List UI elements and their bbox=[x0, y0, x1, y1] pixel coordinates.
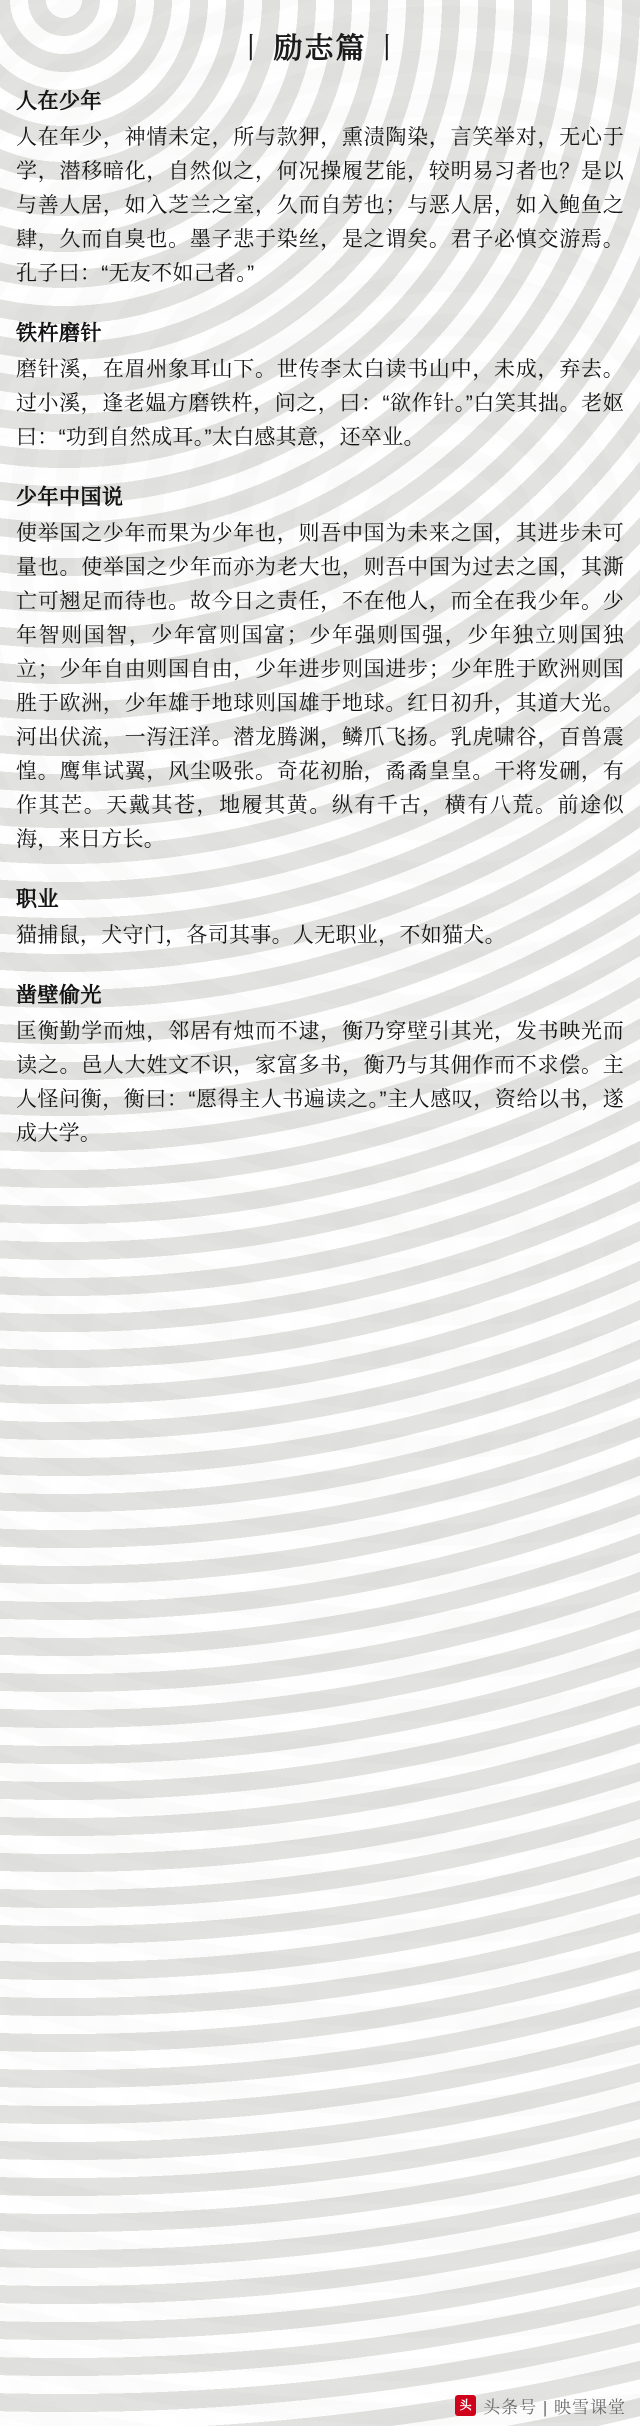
title-right-bar: 丨 bbox=[372, 33, 404, 65]
title-main: 励志篇 bbox=[273, 33, 367, 65]
footer-inner bbox=[455, 2393, 626, 2418]
section-body: 匡衡勤学而烛，邻居有烛而不逮，衡乃穿壁引其光，发书映光而读之。邑人大姓文不识，家富多书，衡乃与其佣作而不求偿。主人怪问衡，衡曰：“愿得主人书遍读之。”主人感叹，资给以书，遂成大学。 bbox=[16, 1020, 624, 1145]
page-title-text bbox=[230, 26, 409, 67]
article-section bbox=[16, 481, 624, 857]
section-heading: 铁杵磨针 bbox=[16, 322, 102, 345]
article-section bbox=[16, 85, 624, 291]
section-body: 使举国之少年而果为少年也，则吾中国为未来之国，其进步未可量也。使举国之少年而亦为老大也，则吾中国为过去之国，其澌亡可翘足而待也。故今日之责任，不在他人，而全在我少年。少年智则国智，少年富则国富；少年强则国强，少年独立则国独立；少年自由则国自由，少年进步则国进步；少年胜于欧洲则国胜于欧洲，少年雄于地球则国雄于地球。红日初升，其道大光。河出伏流，一泻汪洋。潜龙腾渊，鳞爪飞扬。乳虎啸谷，百兽震惶。鹰隼试翼，风尘吸张。奇花初胎，矞矞皇皇。干将发硎，有作其芒。天戴其苍，地履其黄。纵有千古，横有八荒。前途似海，来日方长。 bbox=[16, 522, 624, 851]
section-heading: 人在少年 bbox=[16, 90, 102, 113]
article-section bbox=[16, 317, 624, 455]
section-body: 猫捕鼠，犬守门，各司其事。人无职业，不如猫犬。 bbox=[16, 924, 506, 947]
footer-watermark bbox=[0, 2384, 640, 2426]
section-heading: 凿壁偷光 bbox=[16, 984, 102, 1007]
article-content bbox=[0, 0, 640, 1151]
section-heading: 职业 bbox=[16, 888, 59, 911]
section-body: 人在年少，神情未定，所与款狎，熏渍陶染，言笑举对，无心于学，潜移暗化，自然似之，何况操履艺能，较明易习者也？是以与善人居，如入芝兰之室，久而自芳也；与恶人居，如入鲍鱼之肆，久而自臭也。墨子悲于染丝，是之谓矣。君子必慎交游焉。孔子曰：“无友不如己者。” bbox=[16, 126, 624, 285]
article-section bbox=[16, 883, 624, 953]
toutiao-logo-icon: 头 bbox=[455, 2395, 476, 2416]
footer-text: 头条号 | 映雪课堂 bbox=[483, 2397, 626, 2417]
article-section bbox=[16, 979, 624, 1151]
section-body: 磨针溪，在眉州象耳山下。世传李太白读书山中，未成，弃去。过小溪，逢老媪方磨铁杵，问之，曰：“欲作针。”白笑其拙。老妪曰：“功到自然成耳。”太白感其意，还卒业。 bbox=[16, 358, 624, 449]
section-heading: 少年中国说 bbox=[16, 486, 124, 509]
title-left-bar: 丨 bbox=[236, 33, 268, 65]
page-title bbox=[16, 0, 624, 85]
